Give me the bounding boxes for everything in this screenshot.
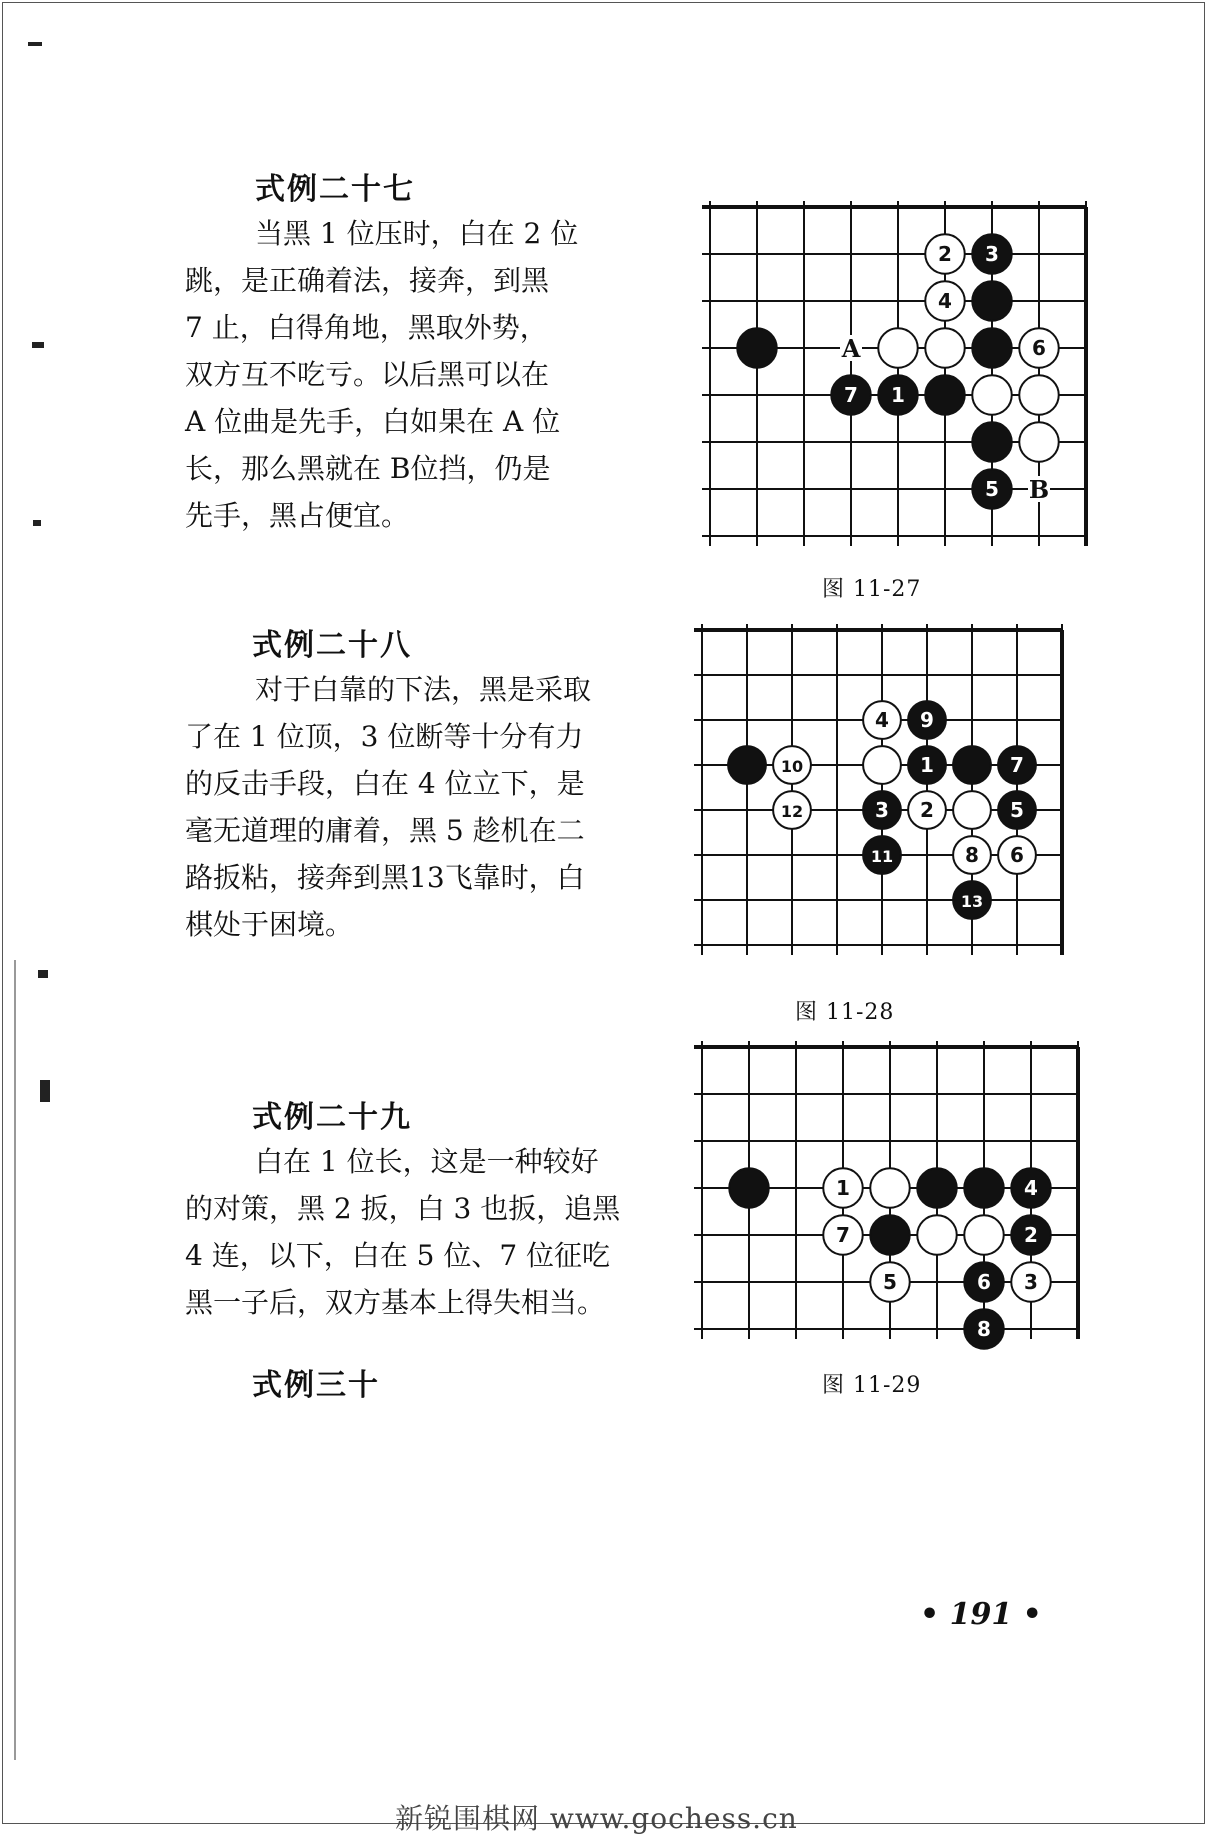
stone-move-number: 3 bbox=[1024, 1270, 1038, 1294]
black-stone bbox=[972, 281, 1011, 320]
stone-move-number: 7 bbox=[836, 1223, 850, 1247]
example-heading: 式例二十八 bbox=[252, 628, 412, 663]
page-number: • 191 • bbox=[920, 1597, 1042, 1632]
stone-move-number: 2 bbox=[1024, 1223, 1038, 1247]
black-stone bbox=[728, 746, 766, 784]
black-stone bbox=[737, 328, 776, 367]
figure-caption: 图 11-27 bbox=[822, 577, 922, 602]
white-stone bbox=[917, 1215, 956, 1254]
white-stone bbox=[964, 1215, 1003, 1254]
stone-move-number: 6 bbox=[1010, 843, 1024, 867]
stone-move-number: 5 bbox=[883, 1270, 897, 1294]
stone-move-number: 13 bbox=[960, 892, 984, 911]
stone-move-number: 4 bbox=[1024, 1176, 1038, 1200]
stone-move-number: 5 bbox=[1010, 798, 1024, 822]
stone-move-number: 3 bbox=[875, 798, 889, 822]
go-diagram-11-28 bbox=[692, 620, 1092, 975]
white-stone bbox=[925, 328, 964, 367]
black-stone bbox=[953, 746, 991, 784]
scan-speck bbox=[33, 520, 41, 526]
go-diagram-11-29 bbox=[690, 1035, 1090, 1365]
stone-move-number: 4 bbox=[875, 708, 889, 732]
example-text: 当黑 1 位压时，白在 2 位 跳，是正确着法，接奔，到黑 7 止，白得角地，黑取外势， 双方互不吃亏。以后黑可以在 A 位曲是先手，白如果在 A 位 长，那么黑就在 B位挡，仍是 先手，黑占便宜。 bbox=[185, 217, 579, 532]
black-stone bbox=[964, 1168, 1003, 1207]
point-letter-label: A bbox=[841, 334, 861, 363]
example-heading: 式例二十七 bbox=[255, 172, 415, 207]
scan-speck bbox=[38, 970, 48, 978]
example-text: 对于白靠的下法，黑是采取 了在 1 位顶，3 位断等十分有力 的反击手段，白在 4 位立下，是 毫无道理的庸着，黑 5 趁机在二 路扳粘，接奔到黑13飞靠时，白 棋处于困境。 bbox=[185, 673, 592, 941]
stone-move-number: 4 bbox=[938, 289, 952, 313]
stone-move-number: 6 bbox=[977, 1270, 991, 1294]
black-stone bbox=[870, 1215, 909, 1254]
stone-move-number: 2 bbox=[938, 242, 952, 266]
white-stone bbox=[1019, 375, 1058, 414]
stone-move-number: 1 bbox=[891, 383, 905, 407]
point-letter-label: B bbox=[1028, 475, 1050, 504]
scan-margin-line bbox=[14, 960, 16, 1760]
white-stone bbox=[863, 746, 901, 784]
white-stone bbox=[972, 375, 1011, 414]
scan-speck bbox=[40, 1080, 50, 1102]
go-diagram-11-27 bbox=[700, 195, 1100, 550]
stone-move-number: 9 bbox=[920, 708, 934, 732]
stone-move-number: 1 bbox=[920, 753, 934, 777]
stone-move-number: 7 bbox=[1010, 753, 1024, 777]
stone-move-number: 2 bbox=[920, 798, 934, 822]
stone-move-number: 6 bbox=[1032, 336, 1046, 360]
black-stone bbox=[972, 328, 1011, 367]
stone-move-number: 5 bbox=[985, 477, 999, 501]
black-stone bbox=[972, 422, 1011, 461]
stone-move-number: 12 bbox=[780, 802, 804, 821]
stone-move-number: 8 bbox=[965, 843, 979, 867]
stone-move-number: 8 bbox=[977, 1317, 991, 1341]
example-heading: 式例二十九 bbox=[252, 1100, 412, 1135]
stone-move-number: 10 bbox=[780, 757, 804, 776]
black-stone bbox=[729, 1168, 768, 1207]
black-stone bbox=[925, 375, 964, 414]
stone-move-number: 3 bbox=[985, 242, 999, 266]
black-stone bbox=[917, 1168, 956, 1207]
stone-move-number: 7 bbox=[844, 383, 858, 407]
footer-watermark: 新锐围棋网 www.gochess.cn bbox=[395, 1802, 798, 1835]
white-stone bbox=[953, 791, 991, 829]
white-stone bbox=[878, 328, 917, 367]
white-stone bbox=[870, 1168, 909, 1207]
figure-caption: 图 11-28 bbox=[795, 1000, 895, 1025]
scan-speck bbox=[28, 42, 42, 46]
white-stone bbox=[1019, 422, 1058, 461]
next-example-heading: 式例三十 bbox=[252, 1368, 380, 1403]
scan-speck bbox=[32, 342, 44, 348]
board-grid bbox=[694, 624, 1062, 955]
example-text: 白在 1 位长，这是一种较好 的对策，黑 2 扳，白 3 也扳，追黑 4 连，以下，白在 5 位、7 位征吃 黑一子后，双方基本上得失相当。 bbox=[185, 1145, 621, 1319]
stone-move-number: 11 bbox=[870, 847, 894, 866]
figure-caption: 图 11-29 bbox=[822, 1373, 922, 1398]
stone-move-number: 1 bbox=[836, 1176, 850, 1200]
